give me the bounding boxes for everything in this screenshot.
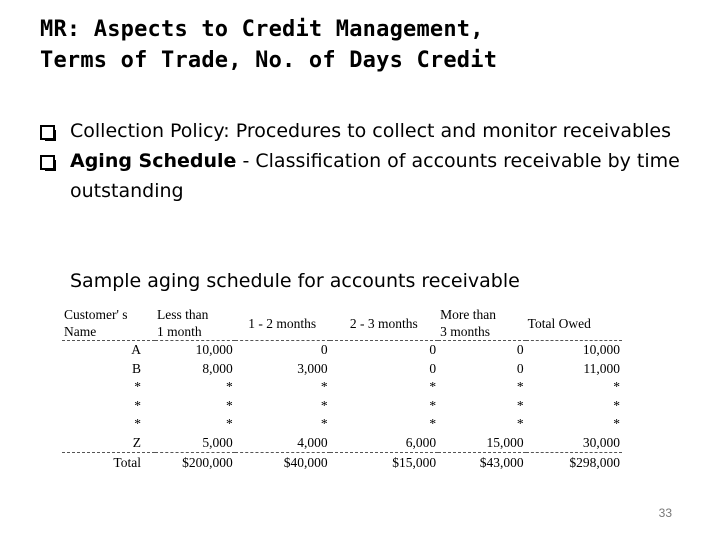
amount-cell: * [516,416,524,431]
amount-cell: * [613,379,620,394]
total-cell: $15,000 [392,455,437,470]
bullet-collection-policy [40,116,690,146]
customer-name-cell: A [131,342,141,357]
table-row [62,397,622,416]
total-cell: $43,000 [479,455,524,470]
amount-cell: * [516,397,524,413]
amount-cell: * [429,416,437,431]
table-row [62,378,622,397]
total-cell: $200,000 [182,455,233,470]
checkbox-bullet-icon [40,155,55,170]
customer-name-cell: * [134,397,141,413]
total-label: Total [113,455,141,470]
customer-name-cell: * [134,379,141,394]
header-more-than-3-months: More than 3 months [440,307,497,339]
amount-cell: 0 [429,342,437,357]
amount-cell: * [225,397,233,413]
amount-cell: * [429,379,437,394]
customer-name-cell: * [134,416,141,431]
table-header-row [62,306,622,341]
header-1-2-months: 1 - 2 months [248,315,317,331]
amount-cell: 4,000 [297,434,328,450]
table-total-row [62,453,622,474]
table-row [62,434,622,453]
amount-cell: 11,000 [583,360,620,376]
amount-cell: * [225,379,233,394]
table-caption: Sample aging schedule for accounts receivable [70,270,520,292]
amount-cell: * [429,397,437,413]
bullet-aging-schedule [40,146,690,206]
amount-cell: 0 [320,342,328,357]
amount-cell: * [516,379,524,394]
bullet-bold-term: Aging Schedule [70,150,237,172]
amount-cell: 0 [429,360,437,376]
amount-cell: * [225,416,233,431]
amount-cell: * [320,416,328,431]
header-less-than-1-month: Less than 1 month [156,307,209,339]
bullet-text: - Classification of accounts receivable by time outstanding [70,150,680,202]
amount-cell: 5,000 [202,434,233,450]
table-row [62,341,622,360]
header-2-3-months: 2 - 3 months [349,315,418,331]
amount-cell: 8,000 [202,360,233,376]
amount-cell: 30,000 [582,434,620,450]
amount-cell: * [613,416,620,431]
amount-cell: 6,000 [405,434,437,450]
customer-name-cell: Z [132,434,141,450]
title-line-2: Terms of Trade, No. of Days Credit [40,48,498,73]
amount-cell: 3,000 [297,360,328,376]
title-line-1: MR: Aspects to Credit Management, [40,17,484,42]
amount-cell: 10,000 [195,342,233,357]
amount-cell: * [320,379,328,394]
header-customer: Customer' s Name [64,307,128,339]
amount-cell: 0 [516,360,524,376]
header-total-owed: Total Owed [527,315,591,331]
table-row [62,360,622,379]
checkbox-bullet-icon [40,125,55,140]
table-row [62,415,622,434]
amount-cell: 15,000 [486,434,524,450]
amount-cell: 0 [516,342,524,357]
aging-schedule-table [62,306,622,473]
amount-cell: 10,000 [582,342,620,357]
amount-cell: * [320,397,328,413]
amount-cell: * [613,397,620,413]
slide-title [40,14,497,76]
total-cell: $298,000 [569,455,620,470]
bullet-list [40,116,690,206]
total-cell: $40,000 [283,455,328,470]
bullet-text: Collection Policy: Procedures to collect and monitor receivables [70,120,671,142]
page-number: 33 [658,506,672,520]
customer-name-cell: B [131,360,141,376]
